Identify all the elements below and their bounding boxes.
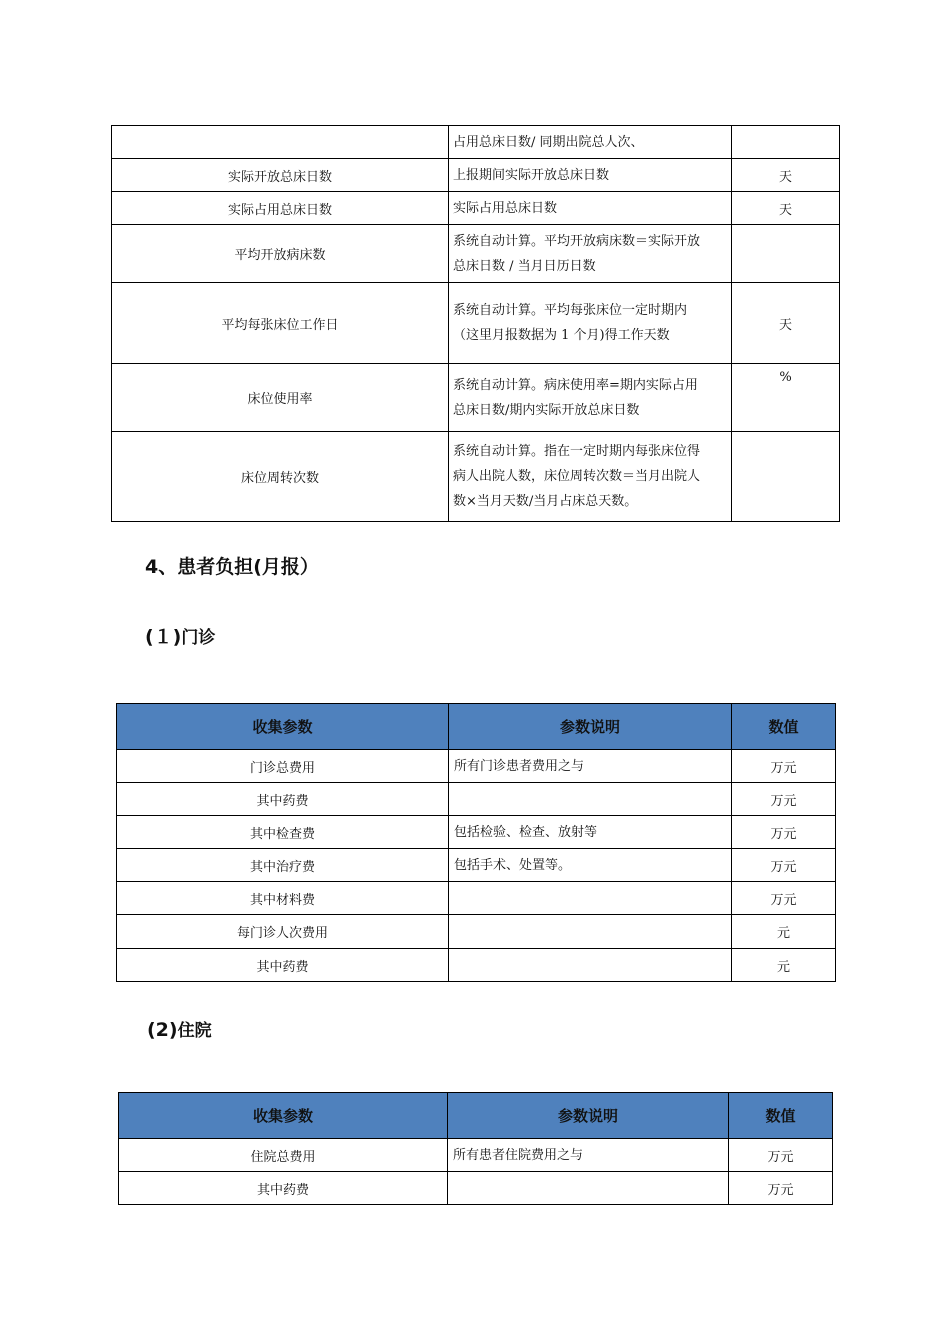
param-cell: 其中药费 xyxy=(119,1172,448,1205)
table-row xyxy=(117,882,836,915)
table-row xyxy=(119,1139,833,1172)
unit-cell: 万元 xyxy=(732,849,836,882)
table-row xyxy=(117,783,836,816)
unit-cell: 天 xyxy=(732,192,840,225)
inpatient-heading xyxy=(147,1016,212,1041)
unit-cell xyxy=(732,126,840,159)
param-cell xyxy=(112,126,449,159)
outpatient-heading-number: (１) xyxy=(145,626,182,648)
param-cell: 床位周转次数 xyxy=(112,432,449,522)
column-header: 收集参数 xyxy=(117,704,449,750)
outpatient-heading-text: 门诊 xyxy=(181,628,216,648)
inpatient-heading-text: 住院 xyxy=(177,1021,212,1041)
table-row xyxy=(117,915,836,949)
param-cell: 平均每张床位工作日 xyxy=(112,283,449,364)
param-cell: 每门诊人次费用 xyxy=(117,915,449,949)
bed-stats-table xyxy=(111,125,840,522)
table-row xyxy=(112,192,840,225)
section-title: 4、患者负担(月报） xyxy=(145,556,319,578)
param-cell: 平均开放病床数 xyxy=(112,225,449,283)
param-cell: 住院总费用 xyxy=(119,1139,448,1172)
table-row xyxy=(112,283,840,364)
desc-cell: 所有患者住院费用之与 xyxy=(448,1139,729,1172)
desc-cell xyxy=(448,1172,729,1205)
table-row xyxy=(117,816,836,849)
table-row xyxy=(112,159,840,192)
desc-cell xyxy=(449,915,732,949)
table-row xyxy=(117,949,836,982)
desc-cell xyxy=(449,783,732,816)
desc-cell xyxy=(449,882,732,915)
table-row xyxy=(112,225,840,283)
unit-cell: 万元 xyxy=(732,750,836,783)
table-row xyxy=(112,364,840,432)
table-row xyxy=(117,750,836,783)
table-row xyxy=(119,1172,833,1205)
desc-cell: 包括手术、处置等。 xyxy=(449,849,732,882)
column-header: 参数说明 xyxy=(449,704,732,750)
inpatient-heading-number: (2) xyxy=(147,1019,178,1041)
unit-cell: 万元 xyxy=(732,882,836,915)
outpatient-heading xyxy=(145,622,215,649)
desc-cell: 包括检验、检查、放射等 xyxy=(449,816,732,849)
desc-cell: 系统自动计算。病床使用率=期内实际占用 总床日数/期内实际开放总床日数 xyxy=(449,364,732,432)
param-cell: 实际占用总床日数 xyxy=(112,192,449,225)
desc-cell: 所有门诊患者费用之与 xyxy=(449,750,732,783)
unit-cell xyxy=(732,225,840,283)
unit-cell: 万元 xyxy=(732,783,836,816)
table-row xyxy=(112,126,840,159)
param-cell: 其中检查费 xyxy=(117,816,449,849)
desc-cell: 系统自动计算。指在一定时期内每张床位得 病人出院人数，床位周转次数＝当月出院人 数×当月天数/当月占床总天数。 xyxy=(449,432,732,522)
unit-cell: 元 xyxy=(732,915,836,949)
column-header: 数值 xyxy=(729,1093,833,1139)
param-cell: 其中药费 xyxy=(117,783,449,816)
unit-cell: % xyxy=(732,364,840,432)
column-header: 收集参数 xyxy=(119,1093,448,1139)
outpatient-table xyxy=(116,703,836,982)
desc-cell: 占用总床日数/ 同期出院总人次、 xyxy=(449,126,732,159)
desc-cell xyxy=(449,949,732,982)
table-row xyxy=(112,432,840,522)
desc-cell: 系统自动计算。平均开放病床数＝实际开放 总床日数 / 当月日历日数 xyxy=(449,225,732,283)
column-header: 参数说明 xyxy=(448,1093,729,1139)
param-cell: 门诊总费用 xyxy=(117,750,449,783)
desc-cell: 实际占用总床日数 xyxy=(449,192,732,225)
desc-cell: 上报期间实际开放总床日数 xyxy=(449,159,732,192)
param-cell: 实际开放总床日数 xyxy=(112,159,449,192)
unit-cell: 天 xyxy=(732,283,840,364)
unit-cell: 万元 xyxy=(729,1172,833,1205)
table-header-row xyxy=(117,704,836,750)
param-cell: 其中药费 xyxy=(117,949,449,982)
unit-cell: 天 xyxy=(732,159,840,192)
unit-cell: 万元 xyxy=(732,816,836,849)
desc-cell: 系统自动计算。平均每张床位一定时期内 （这里月报数据为 1 个月)得工作天数 xyxy=(449,283,732,364)
column-header: 数值 xyxy=(732,704,836,750)
unit-cell: 元 xyxy=(732,949,836,982)
param-cell: 床位使用率 xyxy=(112,364,449,432)
table-row xyxy=(117,849,836,882)
unit-cell xyxy=(732,432,840,522)
inpatient-table xyxy=(118,1092,833,1205)
table-header-row xyxy=(119,1093,833,1139)
param-cell: 其中治疗费 xyxy=(117,849,449,882)
unit-cell: 万元 xyxy=(729,1139,833,1172)
param-cell: 其中材料费 xyxy=(117,882,449,915)
